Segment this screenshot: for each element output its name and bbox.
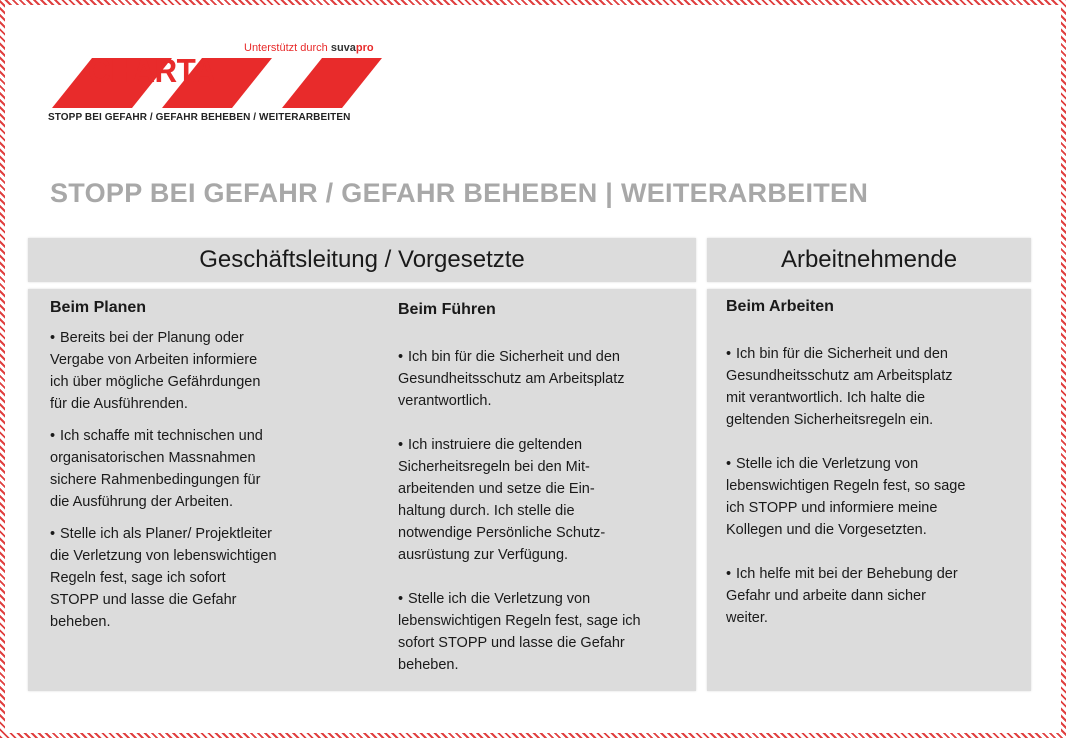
left-panel-body bbox=[28, 289, 696, 691]
bullet-line: • Bereits bei der Planung oder bbox=[60, 327, 350, 349]
bullet-line: lebenswichtigen Regeln fest, so sage bbox=[726, 478, 966, 494]
column-planen bbox=[50, 299, 350, 633]
bullet-line: • Ich bin für die Sicherheit und den bbox=[408, 346, 693, 368]
bullet-line: ich STOPP und informiere meine bbox=[726, 500, 938, 516]
bullet-dot: • bbox=[398, 437, 404, 453]
bullet-line: • Ich helfe mit bei der Behebung der bbox=[736, 563, 1026, 585]
bullet-line: Gesundheitsschutz am Arbeitsplatz bbox=[726, 368, 953, 384]
bullet-item bbox=[726, 343, 1026, 431]
charta-logo bbox=[44, 30, 389, 130]
bullet-dot: • bbox=[398, 591, 404, 607]
left-panel-header: Geschäftsleitung / Vorgesetzte bbox=[28, 238, 696, 282]
bullet-line: verantwortlich. bbox=[398, 393, 492, 409]
bullet-line: mit verantwortlich. Ich halte die bbox=[726, 390, 926, 406]
bullet-item bbox=[398, 588, 693, 676]
bullet-item bbox=[726, 453, 1026, 541]
bullet-list bbox=[398, 346, 693, 676]
bullet-line: • Stelle ich die Verletzung von bbox=[736, 453, 1026, 475]
bullet-line: weiter. bbox=[726, 610, 768, 626]
bullet-line: organisatorischen Massnahmen bbox=[50, 450, 256, 466]
bullet-dot: • bbox=[50, 330, 56, 346]
bullet-dot: • bbox=[726, 566, 732, 582]
bullet-line: geltenden Sicherheitsregeln ein. bbox=[726, 412, 934, 428]
bullet-line: Gefahr und arbeite dann sicher bbox=[726, 588, 926, 604]
bullet-dot: • bbox=[726, 346, 732, 362]
bullet-line: sichere Rahmenbedingungen für bbox=[50, 472, 261, 488]
bullet-line: lebenswichtigen Regeln fest, sage ich bbox=[398, 613, 641, 629]
bullet-line: STOPP und lasse die Gefahr bbox=[50, 592, 237, 608]
bullet-dot: • bbox=[398, 349, 404, 365]
bullet-line: sofort STOPP und lasse die Gefahr bbox=[398, 635, 625, 651]
column-fuehren bbox=[398, 301, 693, 676]
bullet-line: Gesundheitsschutz am Arbeitsplatz bbox=[398, 371, 625, 387]
bullet-item bbox=[50, 327, 350, 415]
bullet-line: Regeln fest, sage ich sofort bbox=[50, 570, 226, 586]
bullet-dot: • bbox=[50, 526, 56, 542]
bullet-line: Kollegen und die Vorgesetzten. bbox=[726, 522, 927, 538]
logo-tagline: STOPP BEI GEFAHR / GEFAHR BEHEBEN / WEITERARBEITEN bbox=[48, 112, 351, 123]
bullet-line: ausrüstung zur Verfügung. bbox=[398, 547, 569, 563]
bullet-item bbox=[398, 346, 693, 412]
bullet-line: • Stelle ich die Verletzung von bbox=[408, 588, 693, 610]
bullet-line: notwendige Persönliche Schutz- bbox=[398, 525, 606, 541]
bullet-line: die Ausführung der Arbeiten. bbox=[50, 494, 233, 510]
bullet-dot: • bbox=[50, 428, 56, 444]
bullet-line: haltung durch. Ich stelle die bbox=[398, 503, 575, 519]
logo-wordmark: CHARTA bbox=[88, 52, 216, 89]
bullet-item bbox=[398, 434, 693, 566]
column-title: Beim Planen bbox=[50, 299, 147, 316]
logo-support-text: Unterstützt durch suvapro bbox=[244, 42, 374, 54]
bullet-dot: • bbox=[726, 456, 732, 472]
bullet-line: • Stelle ich als Planer/ Projektleiter bbox=[60, 523, 350, 545]
bullet-line: • Ich bin für die Sicherheit und den bbox=[736, 343, 1026, 365]
bullet-line: beheben. bbox=[398, 657, 459, 673]
column-arbeiten bbox=[726, 298, 1026, 629]
right-panel-body bbox=[707, 289, 1031, 691]
bullet-line: für die Ausführenden. bbox=[50, 396, 188, 412]
bullet-list bbox=[50, 327, 350, 633]
bullet-list bbox=[726, 343, 1026, 629]
right-panel-header: Arbeitnehmende bbox=[707, 238, 1031, 282]
bullet-item bbox=[50, 425, 350, 513]
bullet-line: Vergabe von Arbeiten informiere bbox=[50, 352, 258, 368]
bullet-line: • Ich schaffe mit technischen und bbox=[60, 425, 350, 447]
bullet-line: • Ich instruiere die geltenden bbox=[408, 434, 693, 456]
bullet-line: beheben. bbox=[50, 614, 111, 630]
bullet-line: ich über mögliche Gefährdungen bbox=[50, 374, 261, 390]
bullet-item bbox=[50, 523, 350, 633]
bullet-line: arbeitenden und setze die Ein- bbox=[398, 481, 595, 497]
bullet-line: die Verletzung von lebenswichtigen bbox=[50, 548, 277, 564]
page-title: STOPP BEI GEFAHR / GEFAHR BEHEBEN | WEITERARBEITEN bbox=[50, 178, 869, 208]
column-title: Beim Führen bbox=[398, 301, 496, 318]
column-title: Beim Arbeiten bbox=[726, 298, 834, 315]
bullet-line: Sicherheitsregeln bei den Mit- bbox=[398, 459, 590, 475]
bullet-item bbox=[726, 563, 1026, 629]
